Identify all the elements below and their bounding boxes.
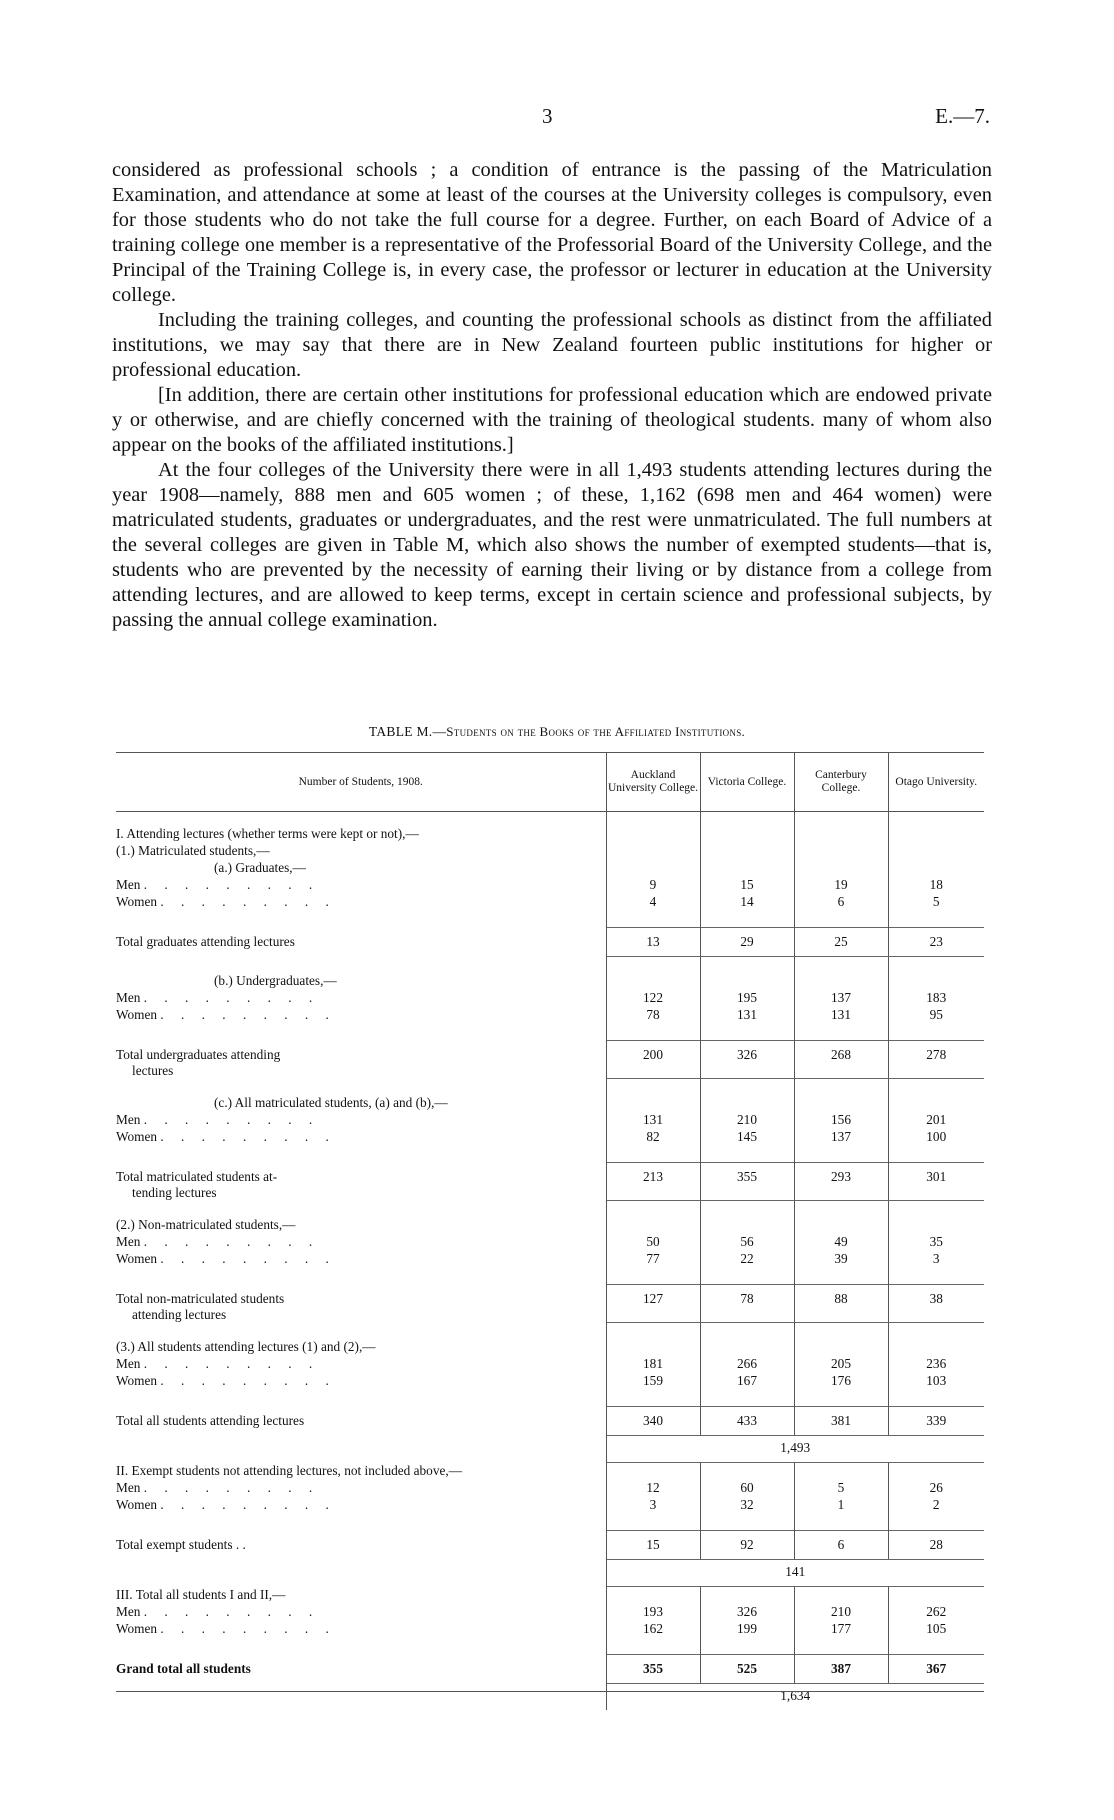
page-header [0,104,1114,134]
table-row: Women . . . . . . . . . 82 145 137 100 [116,1129,947,1144]
combined-total-row [116,1436,984,1463]
table-row: Women . . . . . . . . . 4 14 6 5 [116,894,940,909]
table-row: Men . . . . . . . . . 181 266 205 236 [116,1356,947,1371]
table-row: Men . . . . . . . . . 131 210 156 201 [116,1112,947,1127]
total-row: Grand total all students 355 525 387 367 [116,1655,984,1684]
total-row: Total graduates attending lectures 13 29 25 23 [116,928,984,957]
body-text [112,158,992,633]
table-row: Women . . . . . . . . . 3 32 1 2 [116,1497,940,1512]
total-row: Total non-matriculated students attending lectures 127 78 88 38 [116,1285,984,1323]
table-title [0,724,1114,740]
table-row: Men . . . . . . . . . 193 326 210 262 [116,1604,947,1619]
section-heading: (2.) Non-matriculated students,— [116,1217,984,1234]
section-heading: I. Attending lectures (whether terms were kept or not),— [116,826,984,843]
total-row: Total exempt students . . 15 92 6 28 [116,1531,984,1560]
section-heading: II. Exempt students not attending lectures, not included above,— [116,1463,984,1481]
table-row: Men . . . . . . . . . 50 56 49 35 [116,1234,943,1249]
combined-total: 1,634 [780,1688,811,1703]
section-heading: (3.) All students attending lectures (1) and (2),— [116,1339,984,1356]
combined-total: 141 [606,1560,984,1587]
table-bottom-rule [116,1691,984,1692]
paragraph: considered as professional schools ; a condition of entrance is the passing of the Matriculation Examination, and attendance at some at least of the courses at the University colleges is compulsory, even for those students who do not take the full course for a degree. Further, on each Board of Advice of a training college one member is a representative of the Professorial Board of the University College, and the Principal of the Training College is, in every case, the professor or lecturer in education at the University college. [112,159,992,306]
total-row: Total undergraduates attending lectures 200 326 268 278 [116,1041,984,1079]
section-heading: (c.) All matriculated students, (a) and (b),— [116,1095,984,1112]
column-header-auckland: Auckland University College. [606,753,700,812]
combined-total-row [116,1560,984,1587]
section-heading: III. Total all students I and II,— [116,1587,984,1605]
table-title-main: Students on the Books of the Affiliated Institutions. [446,724,746,739]
table-title-prefix: TABLE M.— [368,724,447,739]
combined-total: 1,493 [606,1436,984,1463]
section-heading: (a.) Graduates,— [116,860,984,877]
table-row: Men . . . . . . . . . 122 195 137 183 [116,990,947,1005]
combined-total-row [116,1684,984,1711]
table-row: Men . . . . . . . . . 9 15 19 18 [116,877,943,892]
column-header-victoria: Victoria College. [700,753,794,812]
table-row: Men . . . . . . . . . 12 60 5 26 [116,1480,943,1495]
section-heading: (1.) Matriculated students,— [116,843,984,860]
paragraph: [In addition, there are certain other institutions for professional education which are endowed private y or otherwise, and are chiefly concerned with the training of theological students. many of whom also appear on the books of the affiliated institutions.] [112,384,992,456]
table-row: Women . . . . . . . . . 159 167 176 103 [116,1373,947,1388]
table-row: Women . . . . . . . . . 162 199 177 105 [116,1621,947,1636]
column-header-otago: Otago University. [888,753,984,812]
section-heading: (b.) Undergraduates,— [116,973,984,990]
document-reference: E.—7. [935,104,990,128]
total-row: Total all students attending lectures 340 433 381 339 [116,1407,984,1436]
column-header-label: Number of Students, 1908. [116,753,606,812]
table-row: Women . . . . . . . . . 77 22 39 3 [116,1251,940,1266]
paragraph: At the four colleges of the University there were in all 1,493 students attending lectures during the year 1908—namely, 888 men and 605 women ; of these, 1,162 (698 men and 464 women) were matriculated students, graduates or undergraduates, and the rest were unmatriculated. The full numbers at the several colleges are given in Table M, which also shows the number of exempted students—that is, students who are prevented by the necessity of earning their living or by distance from a college from attending lectures, and are allowed to keep terms, except in certain science and professional subjects, by passing the annual college examination. [112,459,992,631]
table-header-row [116,753,984,812]
table-row: Women . . . . . . . . . 78 131 131 95 [116,1007,943,1022]
column-header-canterbury: Canterbury College. [794,753,888,812]
page-number: 3 [542,104,553,128]
paragraph: Including the training colleges, and counting the professional schools as distinct from the affiliated institutions, we may say that there are in New Zealand fourteen public institutions for higher or professional education. [112,309,992,381]
total-row: Total matriculated students at- tending lectures 213 355 293 301 [116,1163,984,1201]
students-table [116,752,984,1710]
